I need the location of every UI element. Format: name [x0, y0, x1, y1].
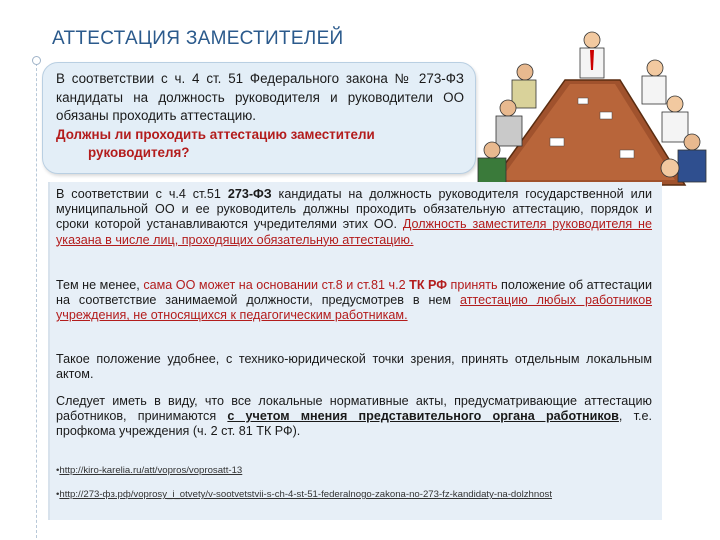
callout-text: [56, 70, 464, 163]
p4-text: Следует иметь в виду, что все локальные нормативные акты, предусматривающие аттестацию работников, принимаются: [56, 394, 652, 424]
p4-bold: с учетом мнения представительного органа работников: [227, 409, 619, 424]
paragraph-4: [56, 394, 652, 440]
callout-question-line2: руководителя?: [88, 145, 190, 161]
slide-title: АТТЕСТАЦИЯ ЗАМЕСТИТЕЛЕЙ: [52, 28, 344, 49]
rail-dot-icon: [32, 56, 41, 65]
source-link-2-text[interactable]: http://273-фз.рф/voprosy_i_otvety/v-sootvetstvii-s-ch-4-st-51-federalnogo-zakona-no-273-fz-kandidaty-na-dolzhnost: [59, 489, 553, 500]
source-link-1[interactable]: •http://kiro-karelia.ru/att/vopros/voprosatt-13: [56, 465, 243, 476]
p2-highlight: аттестацию любых работников учреждения, не относящихся к педагогическим работникам.: [56, 293, 652, 323]
p2-tk: ТК РФ: [409, 278, 448, 292]
callout-statement: В соответствии с ч. 4 ст. 51 Федерального закона № 273-ФЗ кандидаты на должность руководителя и руководители ОО обязаны проходить аттестацию.: [56, 71, 464, 124]
p2-text: Тем не менее,: [56, 278, 144, 292]
p2-text-2: положение об аттестации на соответствие занимаемой должности, предусмотрев в нем: [56, 278, 652, 308]
p1-text-2: кандидаты на должность руководителя государственной или муниципальной ОО и ее руководитель должны проходить обязательную аттестацию, порядок и сроки которой устанавливаются учредителями этих ОО.: [56, 187, 652, 232]
left-rail-divider: [36, 58, 38, 538]
p1-text: В соответствии с ч.4 ст.51: [56, 187, 228, 201]
p1-highlight: Должность заместителя руководителя не указана в числе лиц, проходящих обязательную аттестацию.: [56, 217, 652, 247]
paragraph-2: [56, 278, 652, 324]
p1-law: 273-ФЗ: [227, 187, 272, 201]
meeting-table-illustration: [470, 20, 710, 195]
callout-question: [56, 126, 464, 163]
paragraph-3: Такое положение удобнее, с технико-юридической точки зрения, принять отдельным локальным актом.: [56, 352, 652, 382]
paragraph-1: [56, 187, 652, 248]
p4-text-2: , т.е. профкома учреждения (ч. 2 ст. 81 ТК РФ).: [56, 409, 652, 439]
callout-question-line1: Должны ли проходить аттестацию заместители: [56, 126, 375, 142]
source-link-2[interactable]: •http://273-фз.рф/voprosy_i_otvety/v-sootvetstvii-s-ch-4-st-51-federalnogo-zakona-no-273-fz-kandidaty-na-dolzhnost: [56, 489, 553, 500]
p2-red-2: принять: [447, 278, 498, 292]
p2-red-1: сама ОО может на основании ст.8 и ст.81 ч.2: [143, 278, 410, 292]
source-link-1-text[interactable]: http://kiro-karelia.ru/att/vopros/voprosatt-13: [59, 465, 243, 476]
